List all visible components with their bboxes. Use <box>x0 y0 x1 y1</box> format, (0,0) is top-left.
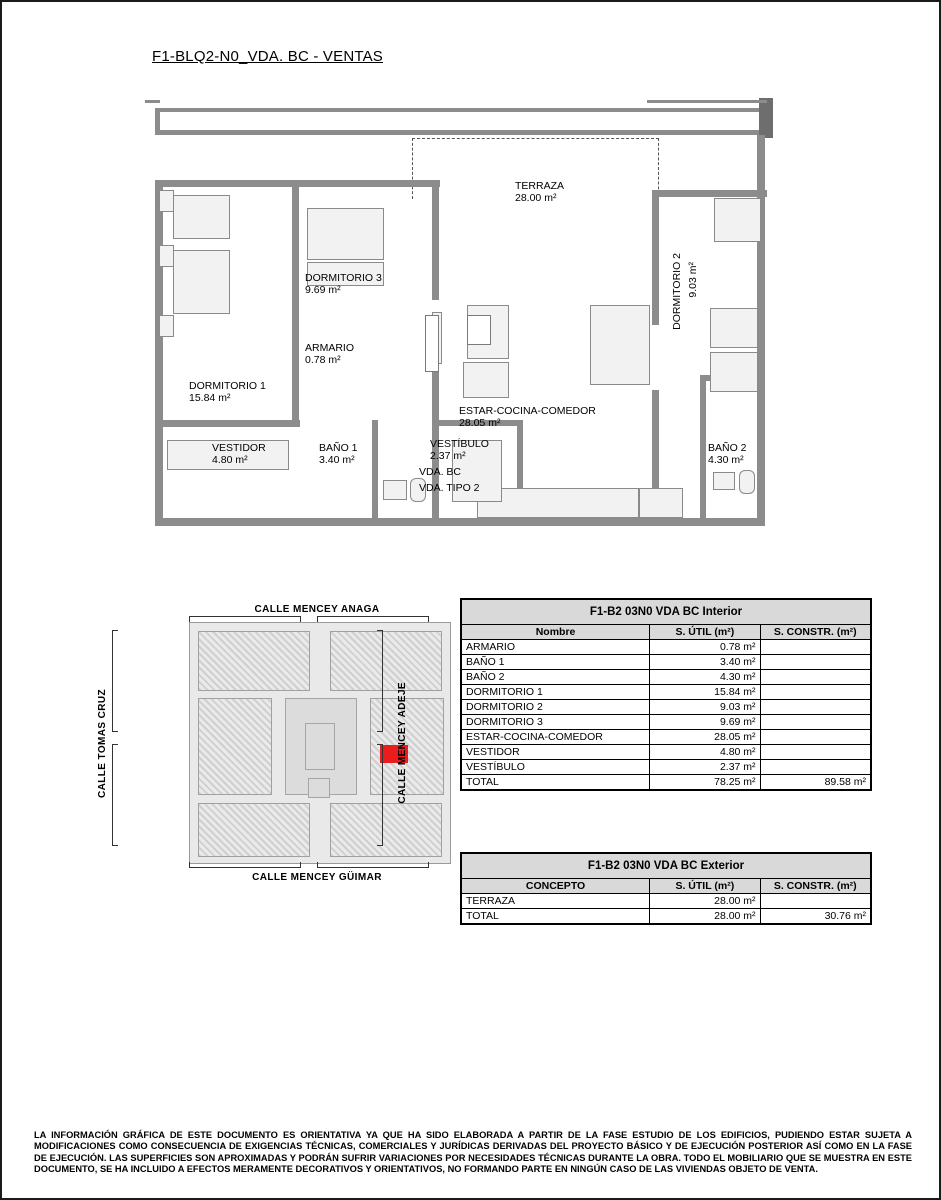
wall-segment <box>432 180 439 300</box>
wall-segment <box>759 98 773 138</box>
street-label-left: CALLE TOMAS CRUZ <box>97 689 108 798</box>
dimension-bracket <box>377 744 383 846</box>
wall-segment <box>155 420 300 427</box>
annotation-vda-tipo-2: VDA. TIPO 2 <box>419 482 480 494</box>
exterior-header-constr: S. CONSTR. (m²) <box>760 879 870 894</box>
furniture-bed <box>173 250 230 314</box>
interior-table-title: F1-B2 03N0 VDA BC Interior <box>462 600 871 625</box>
wall-segment <box>155 108 770 112</box>
table-row: TERRAZA 28.00 m² <box>462 894 871 909</box>
dimension-bracket <box>189 862 301 868</box>
room-label-dormitorio-3: DORMITORIO 3 9.69 m² <box>305 272 382 296</box>
site-structure <box>308 778 330 798</box>
table-row: BAÑO 1 3.40 m² <box>462 655 871 670</box>
room-label-dormitorio-2: DORMITORIO 2 <box>671 253 683 330</box>
furniture-nightstand <box>159 315 174 337</box>
dimension-bracket <box>317 616 429 622</box>
dimension-bracket <box>317 862 429 868</box>
wall-segment <box>700 375 706 525</box>
room-label-dormitorio-1: DORMITORIO 1 15.84 m² <box>189 380 266 404</box>
legal-disclaimer: LA INFORMACIÓN GRÁFICA DE ESTE DOCUMENTO ES ORIENTATIVA YA QUE HA SIDO ELABORADA A PARTIR DE LA FASE ESTUDIO DE LOS EDIFICIOS, PUDIENDO ESTAR SUJETA A MODIFICACIONES COMO CONSECUENCIA DE EXIGENCIAS TÉCNICAS, COMERCIALES Y JURÍDICAS DERIVADAS DEL PROYECTO BÁSICO Y DE EJECUCIÓN POSTERIOR ASÍ COMO EN LA FASE DE EJECUCIÓN. LAS SUPERFICIES SON APROXIMADAS Y PODRÁN SUFRIR VARIACIONES POR NECESIDADES TÉCNICAS DURANTE LA OBRA. TODO EL MOBILIARIO QUE SE MUESTRA EN ESTE DOCUMENTO, SE HA INCLUIDO A EFECTOS MERAMENTE DECORATIVOS Y ORIENTATIVOS, NO FORMANDO PARTE EN NINGÚN CASO DE LAS VIVIENDAS OBJETO DE VENTA. <box>34 1130 912 1175</box>
wall-segment <box>372 420 378 525</box>
site-block <box>330 631 442 691</box>
table-row: DORMITORIO 3 9.69 m² <box>462 715 871 730</box>
table-row-total: TOTAL 78.25 m² 89.58 m² <box>462 775 871 790</box>
table-row: BAÑO 2 4.30 m² <box>462 670 871 685</box>
wall-segment <box>652 195 659 325</box>
interior-header-nombre: Nombre <box>462 625 650 640</box>
furniture-sink <box>713 472 735 490</box>
furniture-bed <box>307 208 384 260</box>
wall-segment <box>652 190 767 197</box>
page-title: F1-BLQ2-N0_VDA. BC - VENTAS <box>152 48 384 65</box>
wall-segment <box>647 100 767 103</box>
site-pool <box>305 723 335 770</box>
kitchen-sink <box>639 488 683 518</box>
table-row: DORMITORIO 1 15.84 m² <box>462 685 871 700</box>
interior-header-constr: S. CONSTR. (m²) <box>760 625 870 640</box>
table-row: VESTÍBULO 2.37 m² <box>462 760 871 775</box>
interior-header-util: S. ÚTIL (m²) <box>650 625 760 640</box>
furniture-armchair <box>463 362 509 398</box>
wall-segment <box>145 100 160 103</box>
wall-segment <box>155 130 770 135</box>
room-label-dormitorio-2-area: 9.03 m² <box>687 262 699 298</box>
room-label-vestidor: VESTIDOR 4.80 m² <box>212 442 266 466</box>
window-marker <box>155 375 163 378</box>
wall-segment <box>155 180 163 525</box>
wall-segment <box>155 180 440 187</box>
table-row: DORMITORIO 2 9.03 m² <box>462 700 871 715</box>
furniture-dining-table <box>590 305 650 385</box>
furniture-nightstand <box>159 245 174 267</box>
room-label-vestibulo: VESTÍBULO 2.37 m² <box>430 438 489 462</box>
dimension-bracket <box>377 630 383 732</box>
wall-segment <box>155 518 765 526</box>
street-label-top: CALLE MENCEY ANAGA <box>254 604 380 615</box>
room-label-terraza: TERRAZA 28.00 m² <box>515 180 565 204</box>
window-marker <box>467 315 491 345</box>
site-block <box>198 698 272 795</box>
dimension-bracket <box>112 744 118 846</box>
table-row: ESTAR-COCINA-COMEDOR 28.05 m² <box>462 730 871 745</box>
door-marker <box>425 315 439 372</box>
street-label-bottom: CALLE MENCEY GÜIMAR <box>252 872 382 883</box>
wall-segment <box>292 180 299 420</box>
street-label-right: CALLE MENCEY ADEJE <box>397 682 408 804</box>
room-label-bano-1: BAÑO 1 3.40 m² <box>319 442 358 466</box>
exterior-header-util: S. ÚTIL (m²) <box>650 879 760 894</box>
site-block <box>198 631 310 691</box>
room-label-armario: ARMARIO 0.78 m² <box>305 342 355 366</box>
annotation-vda-bc: VDA. BC <box>419 466 462 478</box>
furniture-wardrobe <box>710 308 758 348</box>
wall-segment <box>757 135 765 190</box>
dimension-bracket <box>112 630 118 732</box>
table-row-total: TOTAL 28.00 m² 30.76 m² <box>462 909 871 924</box>
site-map <box>77 594 422 894</box>
furniture-sink <box>383 480 407 500</box>
furniture-toilet <box>739 470 755 494</box>
furniture-bed <box>714 198 761 242</box>
room-label-bano-2: BAÑO 2 4.30 m² <box>708 442 747 466</box>
table-row: VESTIDOR 4.80 m² <box>462 745 871 760</box>
site-block <box>198 803 310 857</box>
floor-plan <box>147 90 807 540</box>
site-block <box>330 803 442 857</box>
exterior-areas-table <box>460 852 872 925</box>
furniture-wardrobe <box>710 352 758 392</box>
interior-areas-table <box>460 598 872 791</box>
dimension-bracket <box>189 616 301 622</box>
site-map-plot <box>189 622 451 864</box>
furniture-bed <box>173 195 230 239</box>
room-label-estar-cocina-comedor: ESTAR-COCINA-COMEDOR 28.05 m² <box>459 405 596 429</box>
furniture-nightstand <box>159 190 174 212</box>
exterior-header-concepto: CONCEPTO <box>462 879 650 894</box>
exterior-table-title: F1-B2 03N0 VDA BC Exterior <box>462 854 871 879</box>
table-row: ARMARIO 0.78 m² <box>462 640 871 655</box>
